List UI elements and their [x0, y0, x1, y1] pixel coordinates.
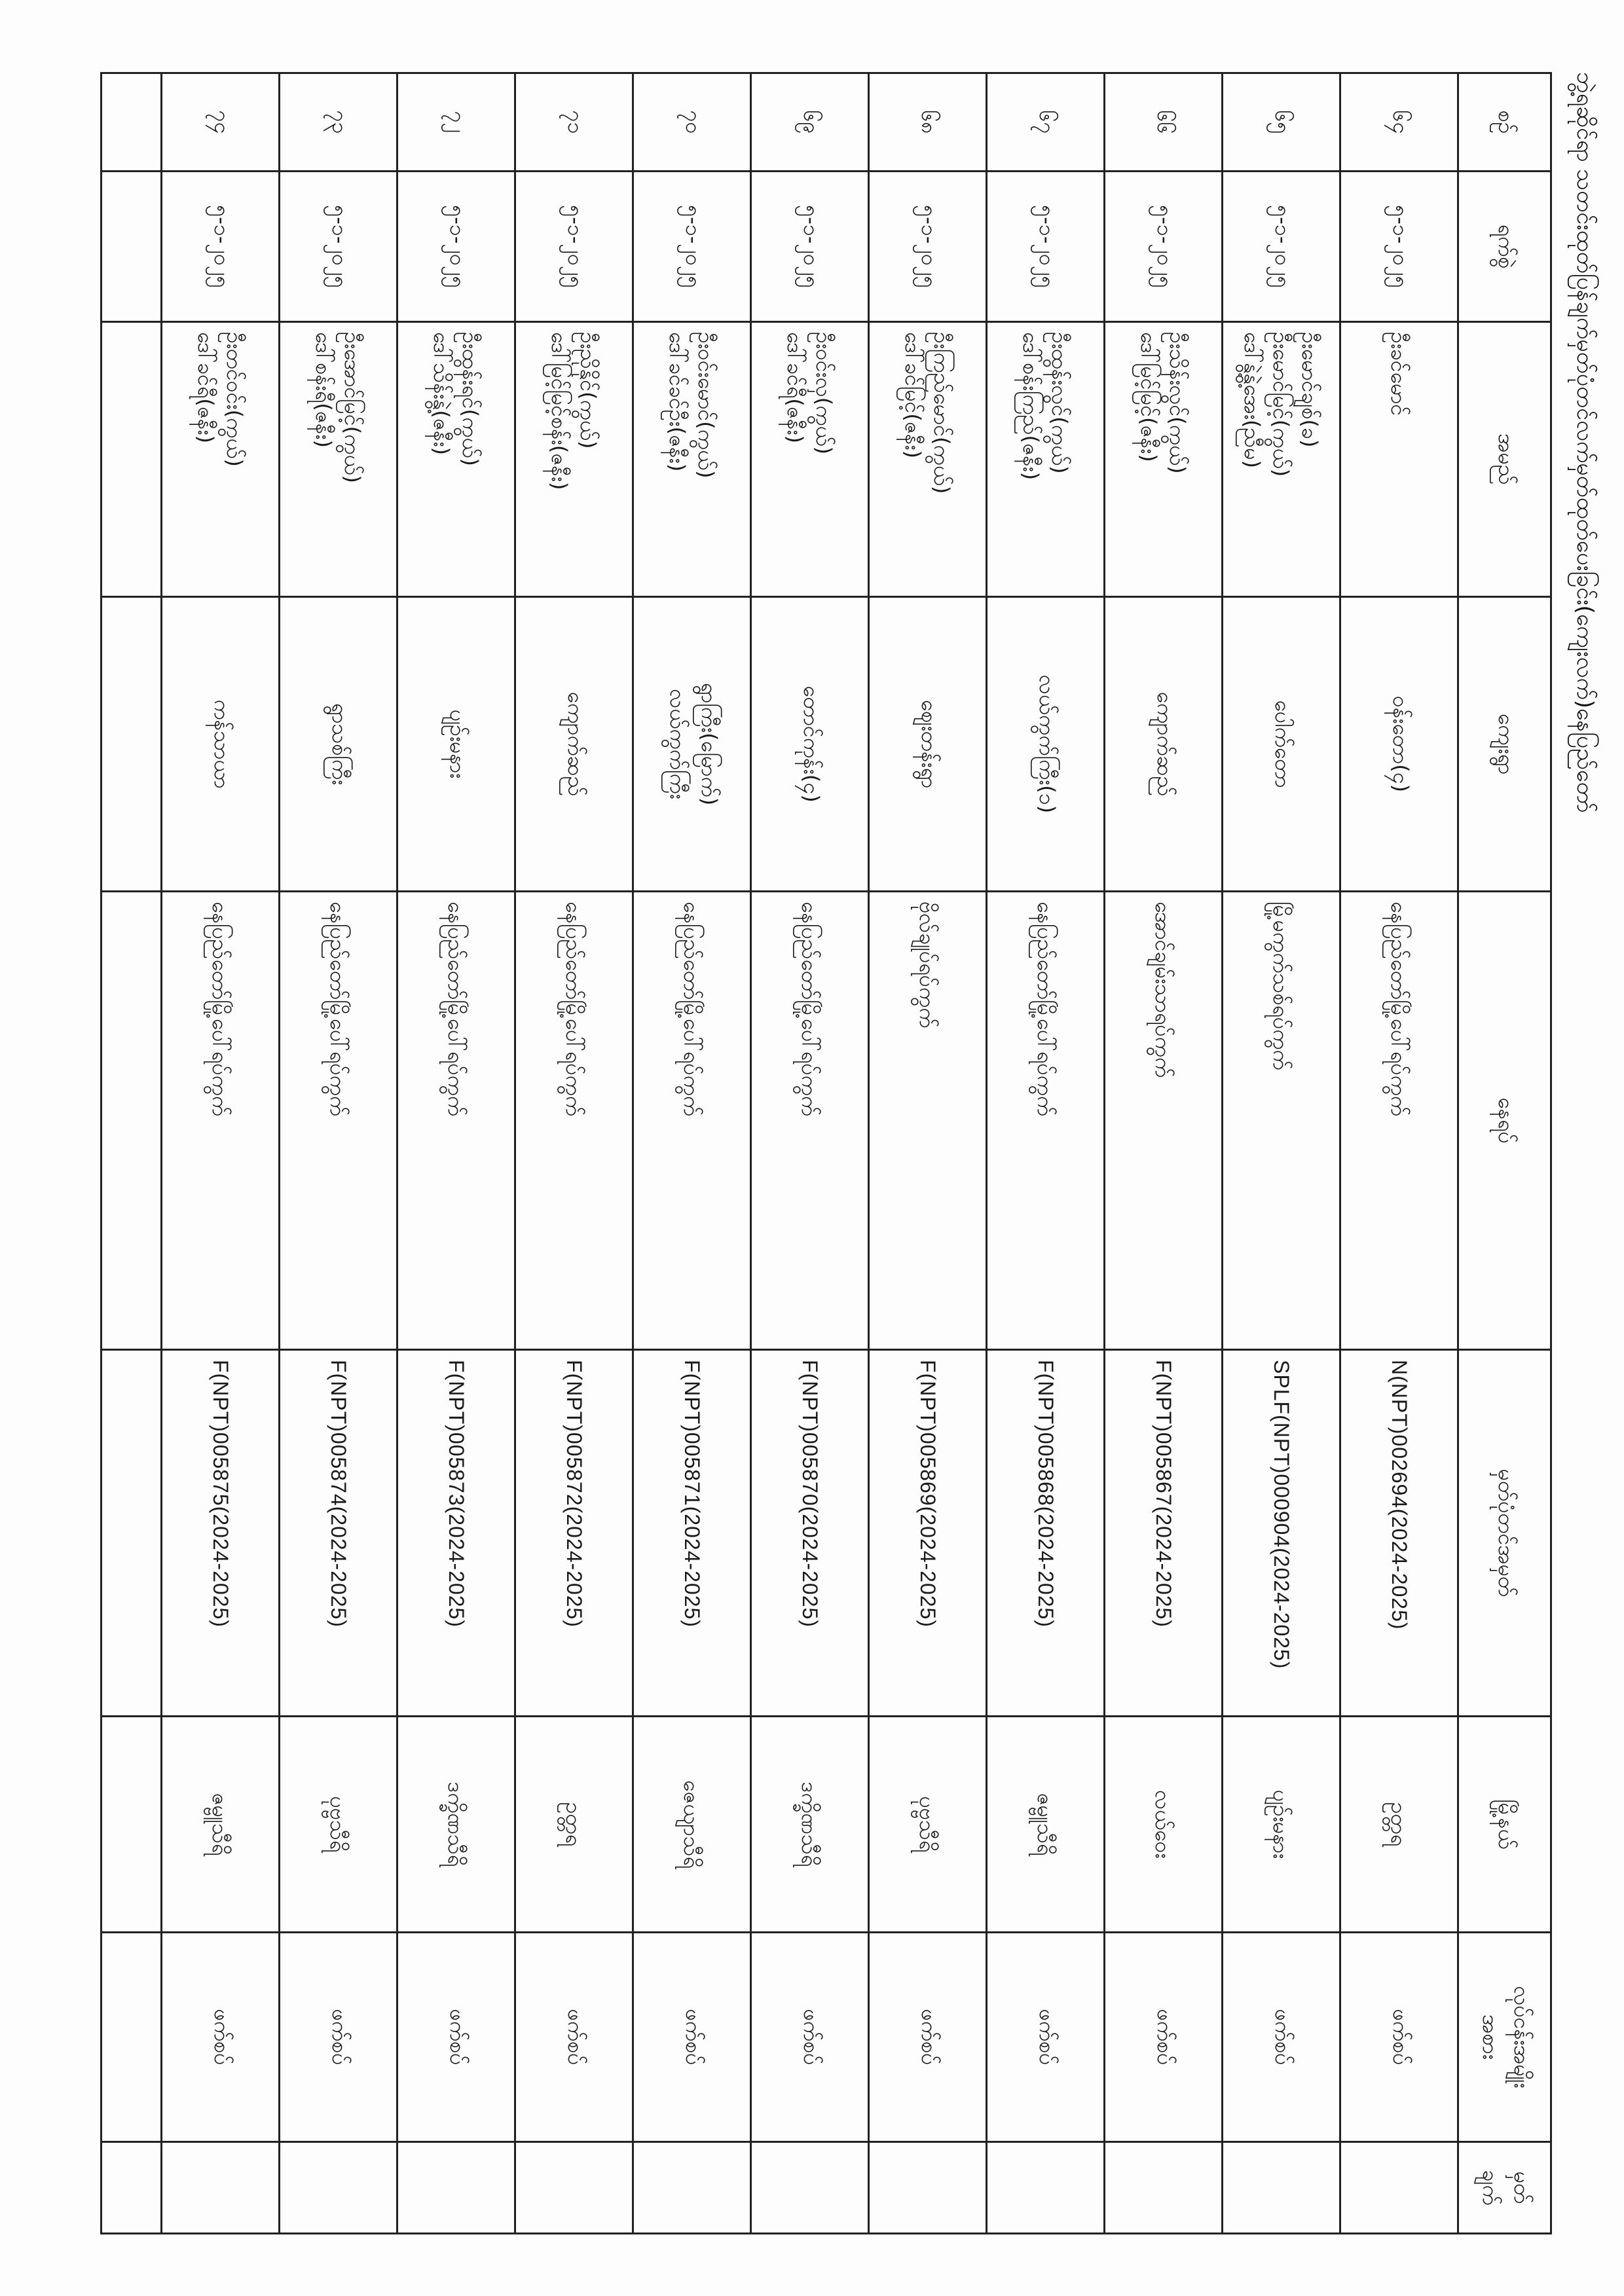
- cell-township-empty: [101, 1717, 162, 1933]
- cell-name: ဦးအောင်မြင့်(ကွယ်) ဒေါ်စန်းရီ(ဇနီး): [280, 322, 397, 597]
- cell-date: ၅-၁-၂၀၂၅: [987, 172, 1105, 322]
- cell-type: ဖက်စပ်: [397, 1933, 515, 2142]
- cell-type: ဖက်စပ်: [1340, 1933, 1458, 2142]
- cell-type: ဖက်စပ်: [515, 1933, 633, 2142]
- document-title: ဘွဲ့ရဆိုင်ရာ သတင်းထုတ်ပြန်ချက်မှတ်ပုံတင်လက်မှတ်ထုတ်ပေးခြင်း(ကျေးလက်)နေပြည်တော်: [1572, 72, 1598, 813]
- cell-reg-no: F(NPT)005871(2024-2025): [633, 1350, 751, 1717]
- cell-reg-no: F(NPT)005873(2024-2025): [397, 1350, 515, 1717]
- cell-township: ပျဉ်းမနား: [1223, 1717, 1340, 1933]
- cell-township: ဇမ္ဗူသီရိ: [987, 1717, 1105, 1933]
- cell-type: ဖက်စပ်: [162, 1933, 280, 2142]
- cell-address: နေပြည်တော်မြို့ပေါ်ရပ်ကွက်: [633, 892, 751, 1350]
- cell-township: ဒက္ခိဏသီရိ: [397, 1717, 515, 1933]
- cell-village: ပေါက်တော: [1223, 597, 1340, 892]
- cell-village: ရွာသစ်ကြီး: [280, 597, 397, 892]
- header-village: ကျေးရွာ: [1458, 597, 1551, 892]
- cell-reg-no: SPLF(NPT)000904(2024-2025): [1223, 1350, 1340, 1717]
- cell-no: ၆၈: [869, 73, 987, 172]
- table-row: [1105, 73, 1223, 2234]
- cell-date: ၅-၁-၂၀၂၅: [1105, 172, 1223, 322]
- cell-remark-empty: [101, 2142, 162, 2234]
- cell-name: ဦးခင်မောင်: [1340, 322, 1458, 597]
- cell-village: ပျဉ်းမနား: [397, 597, 515, 892]
- cell-date: ၅-၁-၂၀၂၅: [1340, 172, 1458, 322]
- cell-address: နေပြည်တော်မြို့ပေါ်ရပ်ကွက်: [515, 892, 633, 1350]
- cell-township: ဥတ္တရ: [515, 1717, 633, 1933]
- cell-address: နေပြည်တော်မြို့ပေါ်ရပ်ကွက်: [987, 892, 1105, 1350]
- cell-remark: [162, 2142, 280, 2234]
- cell-type: ဖက်စပ်: [987, 1933, 1105, 2142]
- cell-village-empty: [101, 597, 162, 892]
- cell-type: ဖက်စပ်: [280, 1933, 397, 2142]
- cell-no: ၇၂: [397, 73, 515, 172]
- cell-township: ဇမ္ဗူသီရိ: [162, 1717, 280, 1933]
- cell-township: ပုဗ္ဗသီရိ: [869, 1717, 987, 1933]
- header-row: [1458, 73, 1551, 2234]
- cell-date: ၅-၁-၂၀၂၅: [869, 172, 987, 322]
- cell-no: ၆၉: [751, 73, 869, 172]
- cell-name: ဦးဝင်းလှ(ကွယ်) ဒေါ်ခင်ရီ(ဇနီး): [751, 322, 869, 597]
- table-row: [397, 73, 515, 2234]
- cell-no: ၆၆: [1105, 73, 1223, 172]
- cell-type: ဖက်စပ်: [633, 1933, 751, 2142]
- cell-reg-no-empty: [101, 1350, 162, 1717]
- cell-remark: [397, 2142, 515, 2234]
- cell-no: ၇၁: [515, 73, 633, 172]
- cell-name: ဦးကြည်မောင်(ကွယ်) ဒေါ်ခင်မြင့်(ဇနီး): [869, 322, 987, 597]
- cell-remark: [633, 2142, 751, 2234]
- table-row: [1223, 73, 1340, 2234]
- cell-remark: [869, 2142, 987, 2234]
- cell-village: လယ်ကွက်ကြီး(၁): [987, 597, 1105, 892]
- header-reg-no: မှတ်ပုံတင်အမှတ်: [1458, 1350, 1551, 1717]
- cell-village: ကန်သာယာ: [162, 597, 280, 892]
- cell-reg-no: F(NPT)005870(2024-2025): [751, 1350, 869, 1717]
- cell-remark: [515, 2142, 633, 2234]
- cell-reg-no: F(NPT)005875(2024-2025): [162, 1350, 280, 1717]
- cell-date: ၅-၁-၂၀၂၅: [280, 172, 397, 322]
- cell-township: ဥတ္တရ: [1340, 1717, 1458, 1933]
- cell-no: ၆၄: [1340, 73, 1458, 172]
- cell-reg-no: F(NPT)005869(2024-2025): [869, 1350, 987, 1717]
- cell-name: ဦးမောင်ချစ်(ခ) ဦးမောင်မြင့်(ကွယ်) ဒေါ်နွဲ့နွဲ့အေး(ညီမ): [1223, 322, 1340, 597]
- cell-township: ပုဗ္ဗသီရိ: [280, 1717, 397, 1933]
- cell-township: ဇေယျာသီရိ: [633, 1717, 751, 1933]
- cell-type: ဖက်စပ်: [751, 1933, 869, 2142]
- cell-reg-no: F(NPT)005874(2024-2025): [280, 1350, 397, 1717]
- cell-date: ၅-၁-၂၀၂၅: [1223, 172, 1340, 322]
- cell-address: နေပြည်တော်မြို့ပေါ်ရပ်ကွက်: [1340, 892, 1458, 1350]
- cell-no: ၆၅: [1223, 73, 1340, 172]
- cell-name: ဦးညိုနိုင်(ကွယ်) ဒေါ်မြင့်မြင့်စန်း(ဇနီး): [515, 322, 633, 597]
- table-row: [1340, 73, 1458, 2234]
- table-row: [987, 73, 1105, 2234]
- cell-village: ရွာကြီး(မြောက်) လယ်ကွက်ကြီး: [633, 597, 751, 892]
- cell-address-empty: [101, 892, 162, 1350]
- header-township: မြို့နယ်: [1458, 1717, 1551, 1933]
- cell-address: နေပြည်တော်မြို့ပေါ်ရပ်ကွက်: [280, 892, 397, 1350]
- cell-type: ဖက်စပ်: [1223, 1933, 1340, 2142]
- cell-remark: [1223, 2142, 1340, 2234]
- cell-address: နေပြည်တော်မြို့ပေါ်ရပ်ကွက်: [751, 892, 869, 1350]
- cell-name: ဦးတင်ဝင်း(ကွယ်) ဒေါ်ခင်ရီ(ဇနီး): [162, 322, 280, 597]
- empty-row: [101, 73, 162, 2234]
- header-type: လုပ်ငန်းအမျိုး အစား: [1458, 1933, 1551, 2142]
- cell-type-empty: [101, 1933, 162, 2142]
- cell-name: ဦးထွန်းရင်(ကွယ်) ဒေါ်သိန်းနွဲ့(ဇနီး): [397, 322, 515, 597]
- cell-name-empty: [101, 322, 162, 597]
- cell-remark: [751, 2142, 869, 2234]
- table-row: [162, 73, 280, 2234]
- cell-no: ၇၃: [280, 73, 397, 172]
- cell-reg-no: N(NPT)002694(2024-2025): [1340, 1350, 1458, 1717]
- cell-village: ကျောက်ဆည်: [515, 597, 633, 892]
- cell-type: ဖက်စပ်: [869, 1933, 987, 2142]
- table-row: [751, 73, 869, 2234]
- cell-reg-no: F(NPT)005872(2024-2025): [515, 1350, 633, 1717]
- cell-remark: [1105, 2142, 1223, 2234]
- header-no: စဉ်: [1458, 73, 1551, 172]
- cell-date: ၅-၁-၂၀၂၅: [162, 172, 280, 322]
- cell-no: ၇၀: [633, 73, 751, 172]
- cell-reg-no: F(NPT)005867(2024-2025): [1105, 1350, 1223, 1717]
- cell-village: ကျောက်ဆည်: [1105, 597, 1223, 892]
- cell-no: ၇၄: [162, 73, 280, 172]
- table-row: [280, 73, 397, 2234]
- cell-no: ၆၇: [987, 73, 1105, 172]
- cell-village: ဈေးတန်းရွာ: [869, 597, 987, 892]
- records-table: [100, 72, 1552, 2234]
- cell-name: ဦးထွန်းလွင်(ကွယ်) ဒေါ်စန်းကြည်(ဇနီး): [987, 322, 1105, 597]
- cell-name: ဦးဝင်းမောင်(ကွယ်) ဒေါ်ခင်ခင်ဦး(ဇနီး): [633, 322, 751, 597]
- table-row: [869, 73, 987, 2234]
- header-name: အမည်: [1458, 322, 1551, 597]
- cell-address: ဗိုလ်ချုပ်ရပ်ကွက်: [869, 892, 987, 1350]
- table-body: [101, 73, 1458, 2234]
- table-row: [633, 73, 751, 2234]
- cell-remark: [1340, 2142, 1458, 2234]
- cell-remark: [987, 2142, 1105, 2234]
- header-remark: မှတ် ချက်: [1458, 2142, 1551, 2234]
- cell-village: တောင်ကုန်း(၄): [751, 597, 869, 892]
- cell-no-empty: [101, 73, 162, 172]
- cell-name: ဦးသိန်းလွင်(ကွယ်) ဒေါ်မြင့်မြင့်(ဇနီး): [1105, 322, 1223, 597]
- header-date: ရက်စွဲ: [1458, 172, 1551, 322]
- cell-address: နေပြည်တော်မြို့ပေါ်ရပ်ကွက်: [162, 892, 280, 1350]
- cell-address: နေပြည်တော်မြို့ပေါ်ရပ်ကွက်: [397, 892, 515, 1350]
- header-address: နေရပ်: [1458, 892, 1551, 1350]
- cell-date: ၅-၁-၂၀၂၅: [633, 172, 751, 322]
- cell-type: ဖက်စပ်: [1105, 1933, 1223, 2142]
- cell-address: မြို့မကွက်သစ်ရပ်ကွက်: [1223, 892, 1340, 1350]
- cell-township: လယ်ဝေး: [1105, 1717, 1223, 1933]
- cell-village: ဝန်းတော(၄): [1340, 597, 1458, 892]
- cell-remark: [280, 2142, 397, 2234]
- cell-township: ဒက္ခိဏသီရိ: [751, 1717, 869, 1933]
- cell-date: ၅-၁-၂၀၂၅: [397, 172, 515, 322]
- cell-date-empty: [101, 172, 162, 322]
- cell-address: အောင်ချမ်းသာရပ်ကွက်: [1105, 892, 1223, 1350]
- table-row: [515, 73, 633, 2234]
- cell-reg-no: F(NPT)005868(2024-2025): [987, 1350, 1105, 1717]
- cell-date: ၅-၁-၂၀၂၅: [515, 172, 633, 322]
- cell-date: ၅-၁-၂၀၂၅: [751, 172, 869, 322]
